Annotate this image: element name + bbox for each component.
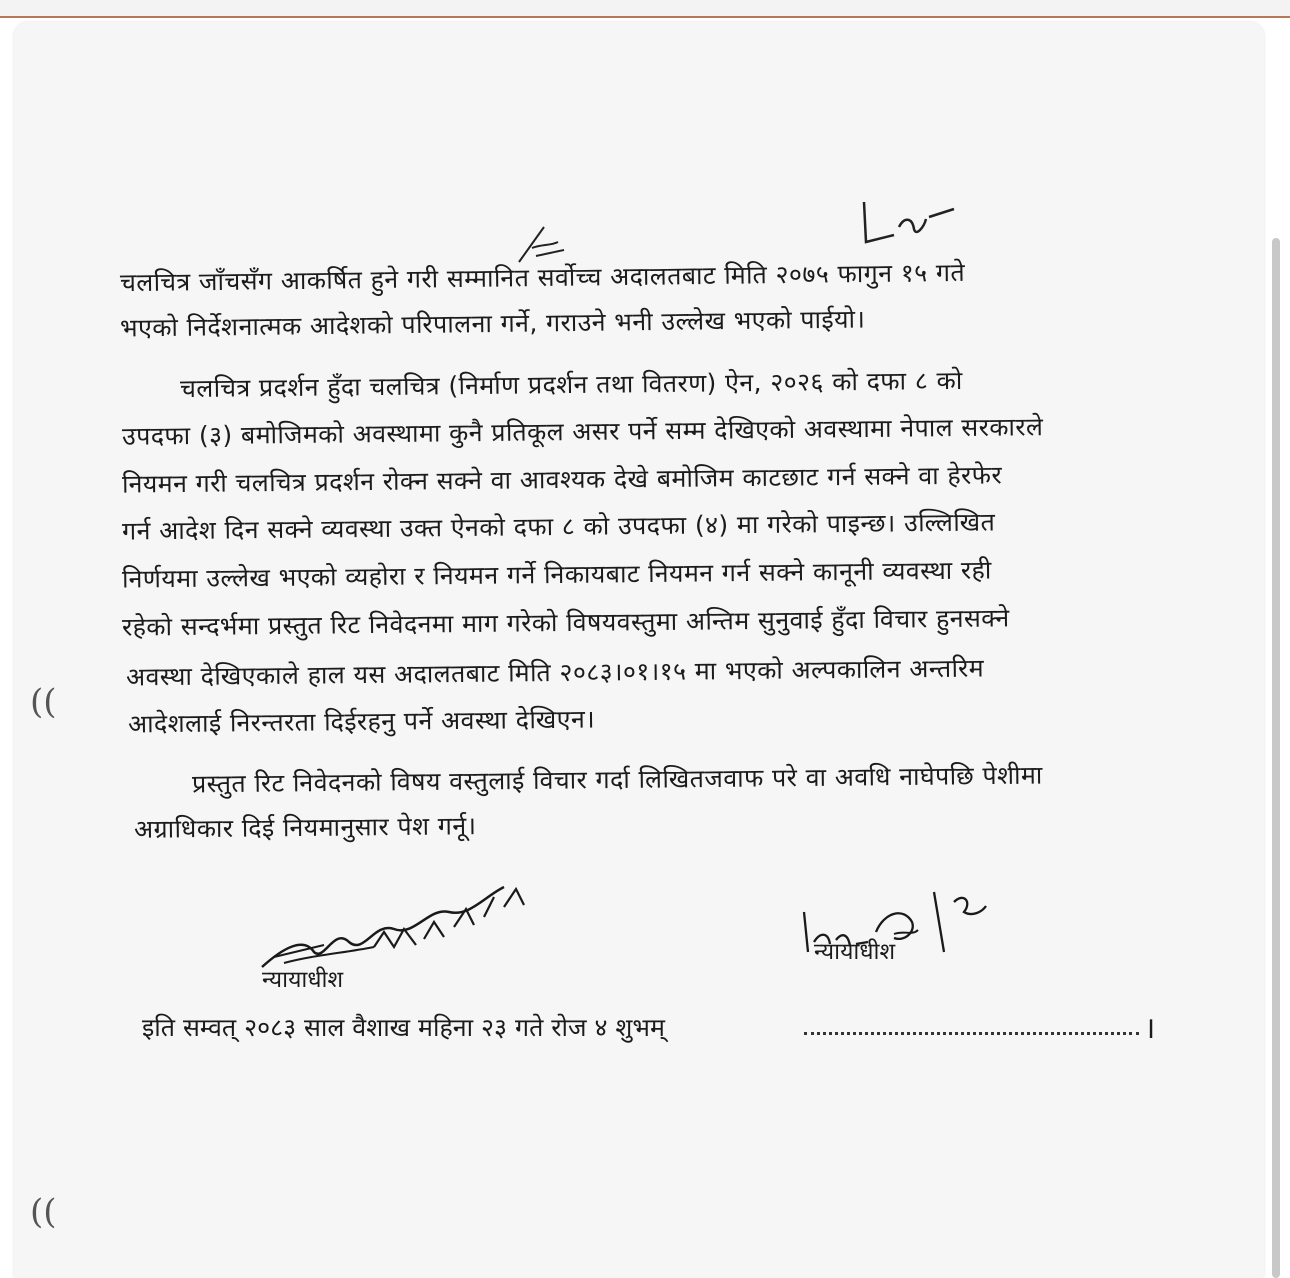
text-line: रहेको सन्दर्भमा प्रस्तुत रिट निवेदनमा माग गरेको विषयवस्तुमा अन्तिम सुनुवाई हुँदा विचार हुनसक्ने: [121, 603, 1010, 642]
scrollbar[interactable]: [1272, 238, 1280, 1278]
text-line: चलचित्र प्रदर्शन हुँदा चलचित्र (निर्माण प्रदर्शन तथा वितरण) ऐन, २०२६ को दफा ८ को: [179, 365, 963, 404]
text-line: उपदफा (३) बमोजिमको अवस्थामा कुनै प्रतिकूल असर पर्ने सम्म देखिएको अवस्थामा नेपाल सरकारले: [121, 412, 1044, 451]
judge-label-right: न्यायाधीश: [814, 939, 896, 965]
text-line: भएको निर्देशनात्मक आदेशको परिपालना गर्ने, गराउने भनी उल्लेख भएको पाईयो।: [119, 304, 866, 343]
text-line: नियमन गरी चलचित्र प्रदर्शन रोक्न सक्ने वा आवश्यक देखे बमोजिम काटछाट गर्न सक्ने वा हेरफेर: [121, 460, 1003, 499]
text-line: निर्णयमा उल्लेख भएको व्यहोरा र नियमन गर्ने निकायबाट नियमन गर्न सक्ने कानूनी व्यवस्था रही: [121, 555, 992, 594]
margin-mark: ((: [30, 1192, 57, 1232]
top-bar: [0, 0, 1290, 18]
handwritten-initial-mark: [854, 197, 964, 252]
text-line: प्रस्तुत रिट निवेदनको विषय वस्तुलाई विचार गर्दा लिखितजवाफ परे वा अवधि नाघेपछि पेशीमा: [191, 760, 1043, 799]
text-line: अग्राधिकार दिई नियमानुसार पेश गर्नू।: [133, 811, 477, 844]
handwritten-initial-mark: [514, 222, 574, 272]
text-line: गर्न आदेश दिन सक्ने व्यवस्था उक्त ऐनको दफा ८ को उपदफा (४) मा गरेको पाइन्छ। उल्लिखित: [121, 507, 996, 546]
scanned-document-page: [14, 22, 1264, 1277]
margin-mark: ((: [30, 682, 57, 722]
judge-signature-left: [254, 867, 564, 977]
text-line: आदेशलाई निरन्तरता दिईरहनु पर्ने अवस्था देखिएन।: [127, 704, 596, 739]
text-line: अवस्था देखिएकाले हाल यस अदालतबाट मिति २०८३।०१।१५ मा भएको अल्पकालिन अन्तरिम: [125, 653, 985, 692]
text-line: चलचित्र जाँचसँग आकर्षित हुने गरी सम्मानित सर्वोच्च अदालतबाट मिति २०७५ फागुन १५ गते: [119, 257, 966, 298]
document-footer: इति सम्वत् २०८३ साल वैशाख महिना २३ गते रोज ४ शुभम्: [142, 1013, 665, 1042]
dotted-line: [804, 1032, 1139, 1035]
footer-end-mark: ।: [1144, 1011, 1156, 1046]
judge-label-left: न्यायाधीश: [262, 967, 344, 993]
